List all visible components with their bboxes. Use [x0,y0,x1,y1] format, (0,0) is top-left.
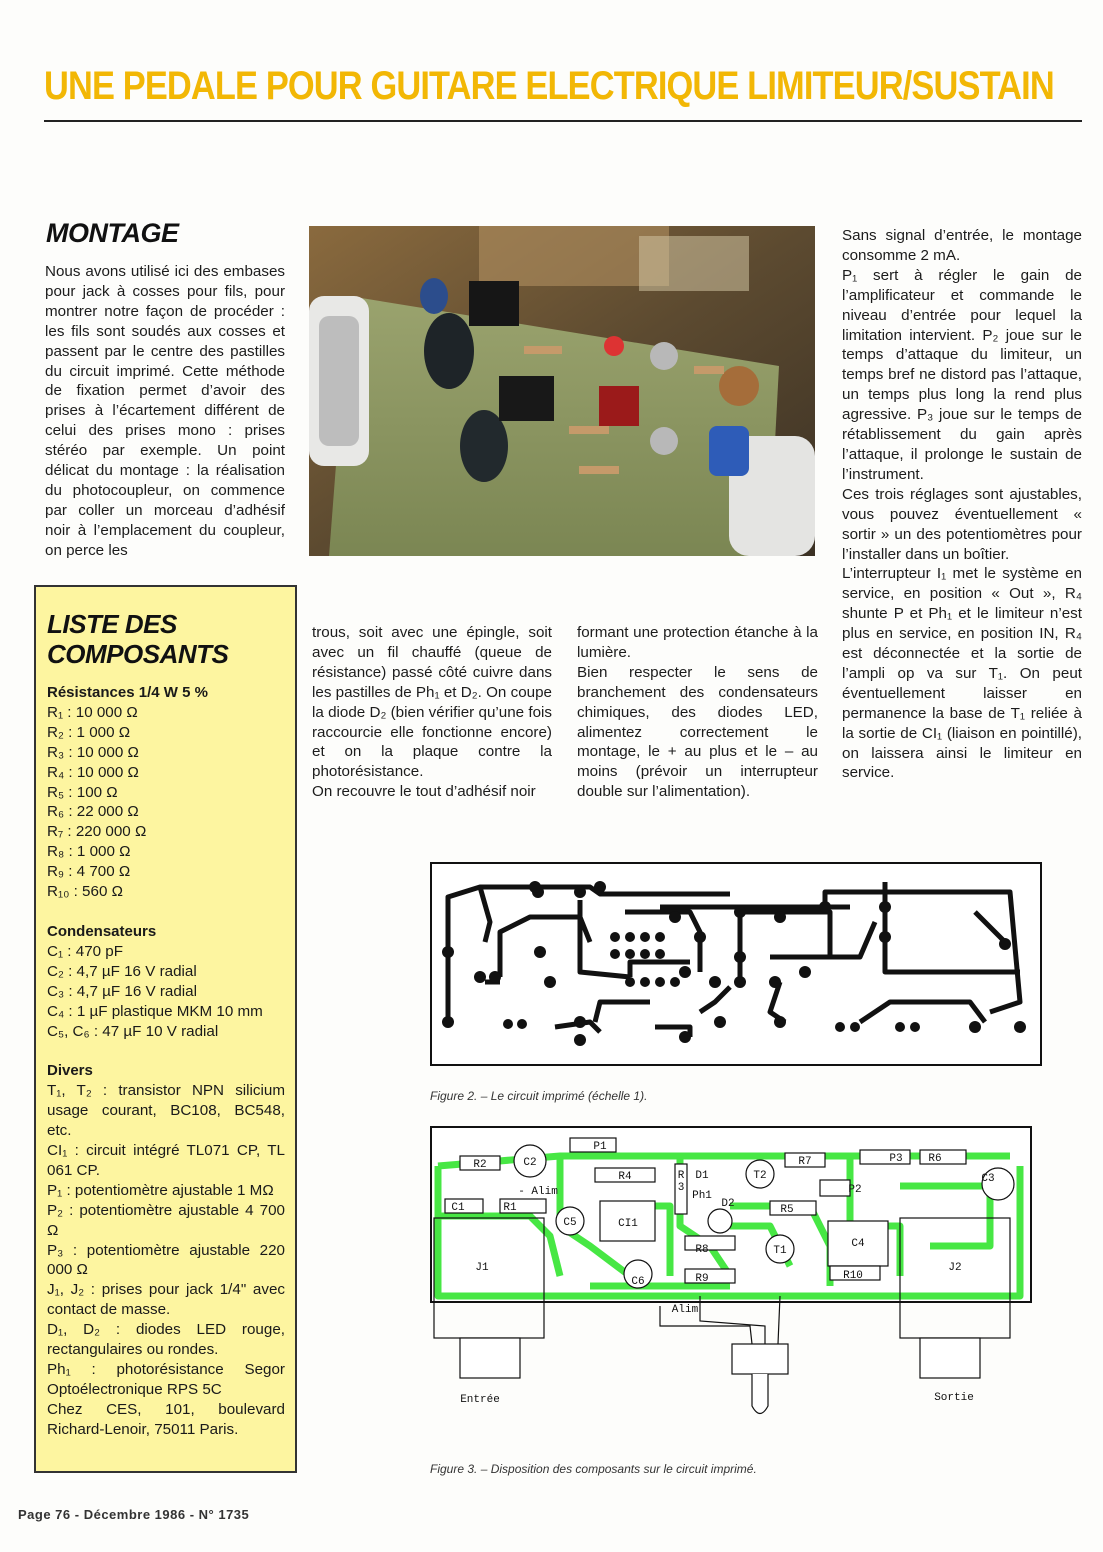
montage-paragraph: Bien respecter le sens de branchement des condensateurs chimiques, des diodes LED, alimentez correctement le montage, le + au plus et le – au moins (prévoir un interrupteur double sur l’alimentation). [577,663,818,801]
component-item: R₉ : 4 700 Ω [47,863,131,881]
component-item: R₁₀ : 560 Ω [47,883,123,901]
component-item: Ph₁ : photorésistance Segor Optoélectronique RPS 5C [47,1361,285,1398]
montage-paragraph: Nous avons utilisé ici des embases pour jack à cosses pour fils, pour montrer notre façon de procéder : les fils sont soudés aux cosses et passent par le centre des pastilles du circuit imprimé. Cette méthode de fixation permet d’avoir des prises à l’écartement différent de celui des prises mono : prises stéréo par exemple. Un point délicat du montage : la réalisation du photocoupleur, on commence par coller un morceau d’adhésif noir à l’emplacement du coupleur, on perce les [45,263,285,559]
layout-label: P2 [848,1184,862,1196]
board-photo [309,226,815,556]
layout-label: Ph1 [692,1190,712,1202]
montage-paragraph: Sans signal d’entrée, le montage consomme 2 mA. [842,227,1082,264]
component-item: R₈ : 1 000 Ω [47,843,131,861]
layout-label: - Alim [518,1186,558,1198]
layout-label: R7 [798,1156,812,1168]
component-item: C₅, C₆ : 47 µF 10 V radial [47,1022,219,1040]
montage-paragraph: P₁ sert à régler le gain de l’amplificateur et commande le niveau d’entrée pour lequel la limitation intervient. P₂ joue sur le temps d’attaque du limiteur, un temps bref ne distord pas l’attaque, un temps plus long la rend plus agressive. P₃ joue sur le temps de rétablissement du gain après l’attaque, il prolonge le sustain de l’instrument. [842,266,1082,483]
component-item: T₁, T₂ : transistor NPN silicium usage courant, BC108, BC548, etc. [47,1082,285,1140]
component-item: C₁ : 470 pF [47,942,124,960]
component-item: R₃ : 10 000 Ω [47,743,139,761]
layout-label: P3 [889,1153,903,1165]
layout-label: T1 [773,1245,787,1257]
montage-paragraph: On recouvre le tout d’adhésif noir [312,783,536,801]
layout-label: J2 [948,1262,962,1274]
pcb-traces-drawing [430,862,1042,1066]
component-item: Chez CES, 101, boulevard Richard-Lenoir, 75011 Paris. [47,1400,285,1438]
components-heading [47,609,285,669]
component-item: C₃ : 4,7 µF 16 V radial [47,982,197,1000]
layout-label: R8 [695,1244,709,1256]
layout-label: C4 [851,1238,865,1250]
component-item: R₁ : 10 000 Ω [47,703,138,721]
components-heading-line: LISTE DES [47,609,177,639]
components-heading-line: COMPOSANTS [47,639,229,669]
layout-label: C3 [981,1173,995,1185]
layout-label: D1 [695,1170,709,1182]
layout-label: C5 [563,1217,577,1229]
layout-label: R5 [780,1204,794,1216]
figure-3-caption: Figure 3. – Disposition des composants sur le circuit imprimé. [430,1462,757,1476]
component-item: R₅ : 100 Ω [47,783,118,801]
page-footer: Page 76 - Décembre 1986 - N° 1735 [18,1507,250,1522]
layout-label: R6 [928,1153,942,1165]
figure-2-caption: Figure 2. – Le circuit imprimé (échelle 1). [430,1089,648,1103]
layout-label: R2 [473,1159,487,1171]
layout-label: 3 [677,1182,685,1194]
figure-2-pcb [430,862,1042,1066]
component-item: J₁, J₂ : prises pour jack 1/4" avec contact de masse. [47,1281,285,1319]
title-rule [44,120,1082,122]
layout-label: C1 [451,1202,465,1214]
board-photo-drawing [309,226,815,556]
condensateurs-title: Condensateurs [47,922,157,940]
layout-label: C2 [523,1157,537,1169]
layout-label: R9 [695,1273,709,1285]
layout-label: T2 [753,1170,767,1182]
layout-label: Sortie [934,1392,974,1404]
component-item: CI₁ : circuit intégré TL071 CP, TL 061 CP. [47,1142,285,1179]
divers-title: Divers [47,1062,93,1080]
layout-label: D2 [721,1198,735,1210]
layout-label: P1 [593,1141,607,1153]
layout-label: Alim [671,1304,699,1316]
figure-3-layout [430,1126,1032,1426]
montage-column-1 [45,262,285,561]
montage-paragraph: trous, soit avec une épingle, soit avec un fil chauffé (queue de résistance) passé côté cuivre dans les pastilles de Ph₁ et D₂. On coupe la diode D₂ (bien vérifier qu’une fois raccourcie elle fonctionne encore) et on la plaque contre la photorésistance. [312,624,552,781]
component-item: P₃ : potentiomètre ajustable 220 000 Ω [47,1241,285,1279]
montage-column-2 [312,623,552,802]
montage-paragraph: Ces trois réglages sont ajustables, vous pouvez éventuellement « sortir » un des potentiomètres pour l’installer dans un boîtier. [842,485,1082,563]
layout-label: CI1 [618,1218,638,1230]
montage-column-3 [577,623,818,802]
montage-column-4 [842,226,1082,783]
layout-label: R [677,1170,685,1182]
component-item: R₂ : 1 000 Ω [47,723,131,741]
layout-label: C6 [631,1276,645,1288]
resistances-title: Résistances 1/4 W 5 % [47,684,208,701]
montage-paragraph: L’interrupteur I₁ met le système en service, en position « Out », R₄ shunte P et Ph₁ et le limiteur n’est plus en service, en position IN, R₄ est déconnectée et la sortie de l’ampli op va sur T₁. On peut éventuellement laisser en permanence la base de T₁ reliée à la sortie de CI₁ (liaison en pointillé), on laissera ainsi le limiteur en service. [842,565,1082,782]
component-item: C₂ : 4,7 µF 16 V radial [47,962,197,980]
component-item: P₁ : potentiomètre ajustable 1 MΩ [47,1181,274,1199]
layout-label: J1 [475,1262,489,1274]
layout-label: R10 [843,1270,863,1282]
component-item: R₇ : 220 000 Ω [47,823,147,841]
montage-paragraph: formant une protection étanche à la lumière. [577,624,818,661]
component-item: C₄ : 1 µF plastique MKM 10 mm [47,1002,263,1020]
component-item: R₆ : 22 000 Ω [47,803,139,821]
layout-label: R4 [618,1171,632,1183]
component-item: D₁, D₂ : diodes LED rouge, rectangulaires ou rondes. [47,1321,285,1359]
component-item: R₄ : 10 000 Ω [47,763,139,781]
layout-drawing [430,1126,1032,1426]
montage-heading: MONTAGE [46,218,179,248]
component-item: P₂ : potentiomètre ajustable 4 700 Ω [47,1201,285,1239]
components-box [34,585,297,1473]
layout-label: R1 [503,1202,517,1214]
layout-label: Entrée [460,1394,500,1406]
page-title: UNE PEDALE POUR GUITARE ELECTRIQUE LIMITEUR/SUSTAIN [44,64,1054,108]
